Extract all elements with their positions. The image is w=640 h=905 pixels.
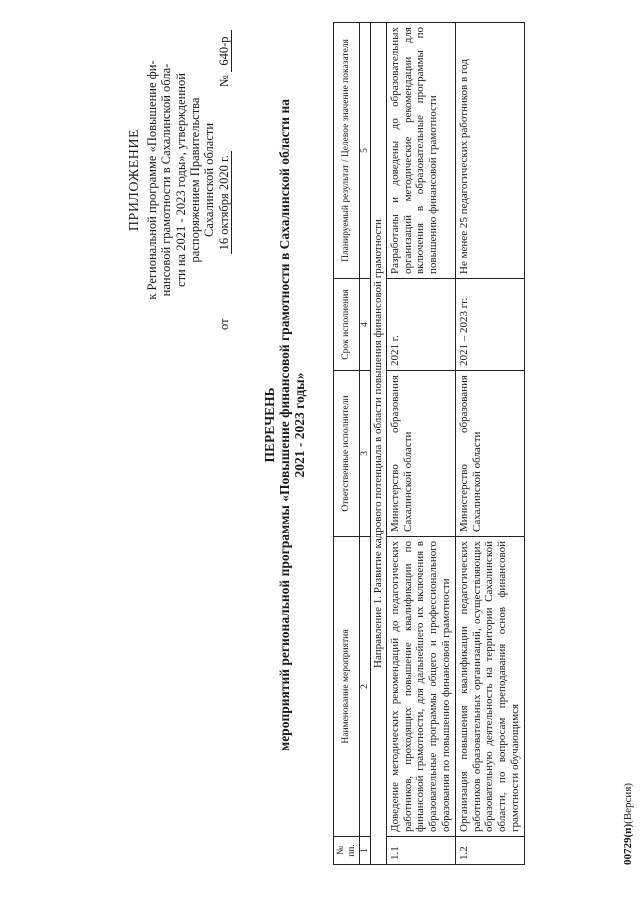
appendix-line: сти на 2021 - 2023 годы», утвержденной [173,73,188,287]
table-row [455,23,524,865]
decree-date: 16 октября 2020 г. [217,151,232,254]
decree-number: 640-р [217,30,232,72]
table-header-row [334,23,360,865]
column-number-row [360,23,371,865]
row-term: 2021 – 2023 гг. [455,279,524,371]
document-subtitle-line2: 2021 - 2023 годы» [292,372,307,478]
document-subtitle-line1: мероприятий региональной программы «Повышение финансовой грамотности в Сахалинской области на [277,99,292,751]
row-term: 2021 г. [386,279,455,371]
row-num: 1.1 [386,837,455,865]
date-prefix: от [217,318,232,330]
row-executor: Министерство образования Сахалинской области [386,371,455,537]
appendix-line: нансовой грамотности в Сахалинской обла- [159,63,174,297]
header-name: Наименование мероприятия [334,537,360,837]
footer-version [622,783,634,865]
appendix-block [128,30,232,330]
row-num: 1.2 [455,837,524,865]
number-label: № [217,75,232,88]
measures-table [333,22,525,865]
footer-version-label: (Версия) [622,782,634,824]
row-executor: Министерство образования Сахалинской области [455,371,524,537]
section-title: Направление 1. Развитие кадрового потенциала в области повышения финансовой грамотности [371,23,387,865]
appendix-line: Сахалинской области [202,122,217,238]
col-number: 4 [360,279,371,371]
header-num: № пп. [334,837,360,865]
header-term: Срок исполнения [334,279,360,371]
section-row [371,23,387,865]
table-row [386,23,455,865]
row-result: Разработаны и доведены до образовательных организаций методические рекомендации для включения в образовательные программы по повышению финансовой грамотности [386,23,455,279]
col-number: 2 [360,537,371,837]
row-name: Организация повышения квалификации педагогических работников образовательных организаций, осуществляющих образовательную деятельность на территории Сахалинской области, по вопросам преподавания основ финансовой грамотности обучающимся [455,537,524,837]
appendix-line: к Региональной программе «Повышение фи- [145,60,160,300]
decree-date-line [217,30,232,330]
header-executor: Ответственные исполнители [334,371,360,537]
row-name: Доведение методических рекомендаций до педагогических работников, проходящих повышение квалификации по финансовой грамотности, для дальнейшего их включения в образовательные программы общего и профессионального образования по повышению финансовой грамотности [386,537,455,837]
document-title: ПЕРЕЧЕНЬ [262,387,277,463]
col-number: 5 [360,23,371,279]
col-number: 1 [360,837,371,865]
footer-code: 00729(п) [622,823,634,865]
appendix-line: распоряжением Правительства [187,97,202,263]
header-result: Планируемый результат / Целевое значение показателя [334,23,360,279]
appendix-title: ПРИЛОЖЕНИЕ [127,128,142,232]
col-number: 3 [360,371,371,537]
row-result: Не менее 25 педагогических работников в год [455,23,524,279]
document-title-block [262,5,307,845]
